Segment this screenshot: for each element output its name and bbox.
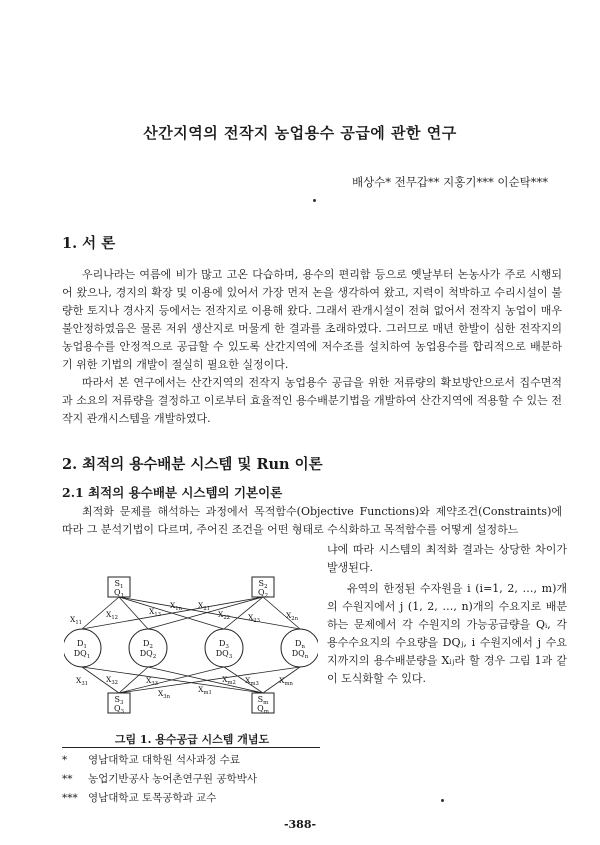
- edge-label: $X_{12}$: [105, 610, 119, 621]
- paragraph: 최적화 문제를 해석하는 과정에서 목적함수(Objective Functions)와 제약조건(Constraints)에 따라 그 분석기법이 다르며, 주어진 조건을 어떤 형태로 수식화하고 목적함수를 어떻게 설정하느: [62, 505, 562, 536]
- footnote-rule: [62, 747, 320, 748]
- demand-node-label: $D_n$: [294, 639, 306, 650]
- edge-label: $X_{21}$: [197, 601, 211, 612]
- edge-label: $X_{mn}$: [279, 676, 293, 687]
- section-2-body-right-2: [327, 580, 567, 688]
- source-node-label: $S_1$: [114, 579, 124, 590]
- section-1-heading: 1. 서 론: [62, 235, 116, 252]
- demand-node: [281, 629, 318, 667]
- demand-node: [205, 629, 243, 667]
- footnote-text: 영남대학교 토목공학과 교수: [88, 792, 217, 804]
- demand-node-quantity: $DQ_n$: [291, 649, 309, 660]
- source-node-label: $S_m$: [257, 695, 269, 706]
- footnote-mark: *: [62, 754, 68, 766]
- section-2-body: [62, 503, 562, 539]
- figure-caption: 그림 1. 용수공급 시스템 개념도: [114, 733, 270, 746]
- footnote-mark: **: [62, 773, 73, 785]
- paper-title: 산간지역의 전작지 농업용수 공급에 관한 연구: [143, 124, 457, 142]
- edge-label: $X_{m2}$: [222, 675, 236, 686]
- section-2-body-right: [327, 541, 567, 577]
- footnote-text: 농업기반공사 농어촌연구원 공학박사: [88, 773, 257, 785]
- paragraph: 우리나라는 여름에 비가 많고 고온 다습하며, 용수의 편리함 등으로 옛날부터 논농사가 주로 시행되어 왔으나, 경지의 확장 및 이용에 있어서 가장 먼저 논을 생각하여 왔고, 지력이 척박하고 수리시설이 불량한 토지나 경사지 등에서는 전작지로 이용해 왔다. 그래서 관개시설이 전혀 없어서 전작지 농업이 매우 불안정하였음은 물론 저위 생산지로 머물게 한 결과를 초래하였다. 그러므로 매년 한발이 심한 전작지의 농업용수를 안정적으로 공급할 수 있도록 산간지역에 저수조를 설치하여 농업용수를 합리적으로 배분하기 위한 기법의 개발이 절실히 필요한 실정이다.: [62, 268, 562, 371]
- source-node-capacity: $Q_3$: [113, 704, 125, 715]
- supply-edge: [263, 597, 300, 629]
- edge-label: $X_{22}$: [217, 610, 231, 621]
- water-supply-diagram: [64, 570, 318, 728]
- demand-node-label: $D_2$: [143, 639, 153, 650]
- edge-label: $X_{1n}$: [169, 601, 183, 612]
- source-node-label: $S_2$: [258, 579, 268, 590]
- section-1-body: [62, 266, 562, 428]
- scan-dot: [313, 199, 316, 202]
- demand-node-label: $D_1$: [77, 639, 87, 650]
- edge-label: $X_{3n}$: [157, 689, 171, 700]
- demand-node-label: $D_3$: [219, 639, 229, 650]
- footnote-text: 영남대학교 대학원 석사과정 수료: [88, 754, 241, 766]
- paragraph: 유역의 한정된 수자원을 i (i=1, 2, …, m)개의 수원지에서 j (1, 2, …, n)개의 수요지로 배분하는 문제에서 각 수원지의 가능공급량을 Qᵢ, 각 용수수요지의 수요량을 DQⱼ, i 수원지에서 j 수요지까지의 용수배분량을 Xᵢⱼ라 할 경우 그림 1과 같이 도식화할 수 있다.: [327, 582, 567, 685]
- edge-label: $X_{32}$: [105, 675, 119, 686]
- demand-node-quantity: $DQ_1$: [73, 649, 91, 660]
- subsection-2-1-heading: 2.1 최적의 용수배분 시스템의 기본이론: [62, 485, 283, 500]
- footnotes: [62, 751, 257, 808]
- footnote: [62, 789, 257, 808]
- source-node-label: $S_3$: [114, 695, 124, 706]
- footnote-mark: ***: [62, 792, 78, 804]
- source-node-capacity: $Q_m$: [257, 704, 269, 715]
- author-list: 배상수* 전무갑** 지홍기*** 이순탁***: [351, 175, 548, 189]
- scan-dot: [441, 799, 444, 802]
- supply-edge: [82, 597, 119, 629]
- edge-label: $X_{23}$: [247, 613, 261, 624]
- edge-label: $X_{31}$: [75, 676, 89, 687]
- demand-node: [129, 629, 167, 667]
- supply-edge: [224, 597, 263, 629]
- footnote: [62, 770, 257, 789]
- source-node-capacity: $Q_2$: [257, 588, 269, 599]
- paragraph: 따라서 본 연구에서는 산간지역의 전작지 농업용수 공급을 위한 저류량의 확보방안으로서 집수면적과 소요의 저류량을 결정하고 이로부터 효율적인 용수배분기법을 개발하여 산간지역에 적용할 수 있는 전작지 관개시스템을 개발하였다.: [62, 376, 562, 425]
- edge-label: $X_{m1}$: [198, 685, 212, 696]
- footnote: [62, 751, 257, 770]
- demand-node-quantity: $DQ_3$: [215, 649, 233, 660]
- edge-label: $X_{2n}$: [285, 611, 299, 622]
- edge-label: $X_{33}$: [145, 676, 159, 687]
- edge-label: $X_{13}$: [148, 607, 162, 618]
- section-2-heading: 2. 최적의 용수배분 시스템 및 Run 이론: [62, 456, 323, 473]
- demand-node-quantity: $DQ_2$: [139, 649, 157, 660]
- supply-edge: [148, 597, 263, 629]
- edge-label: $X_{11}$: [69, 615, 83, 626]
- source-node-capacity: $Q_1$: [113, 588, 125, 599]
- paragraph: 냐에 따라 시스템의 최적화 결과는 상당한 차이가 발생된다.: [327, 543, 567, 574]
- edge-label: $X_{m3}$: [245, 676, 259, 687]
- page-number: -388-: [283, 818, 317, 831]
